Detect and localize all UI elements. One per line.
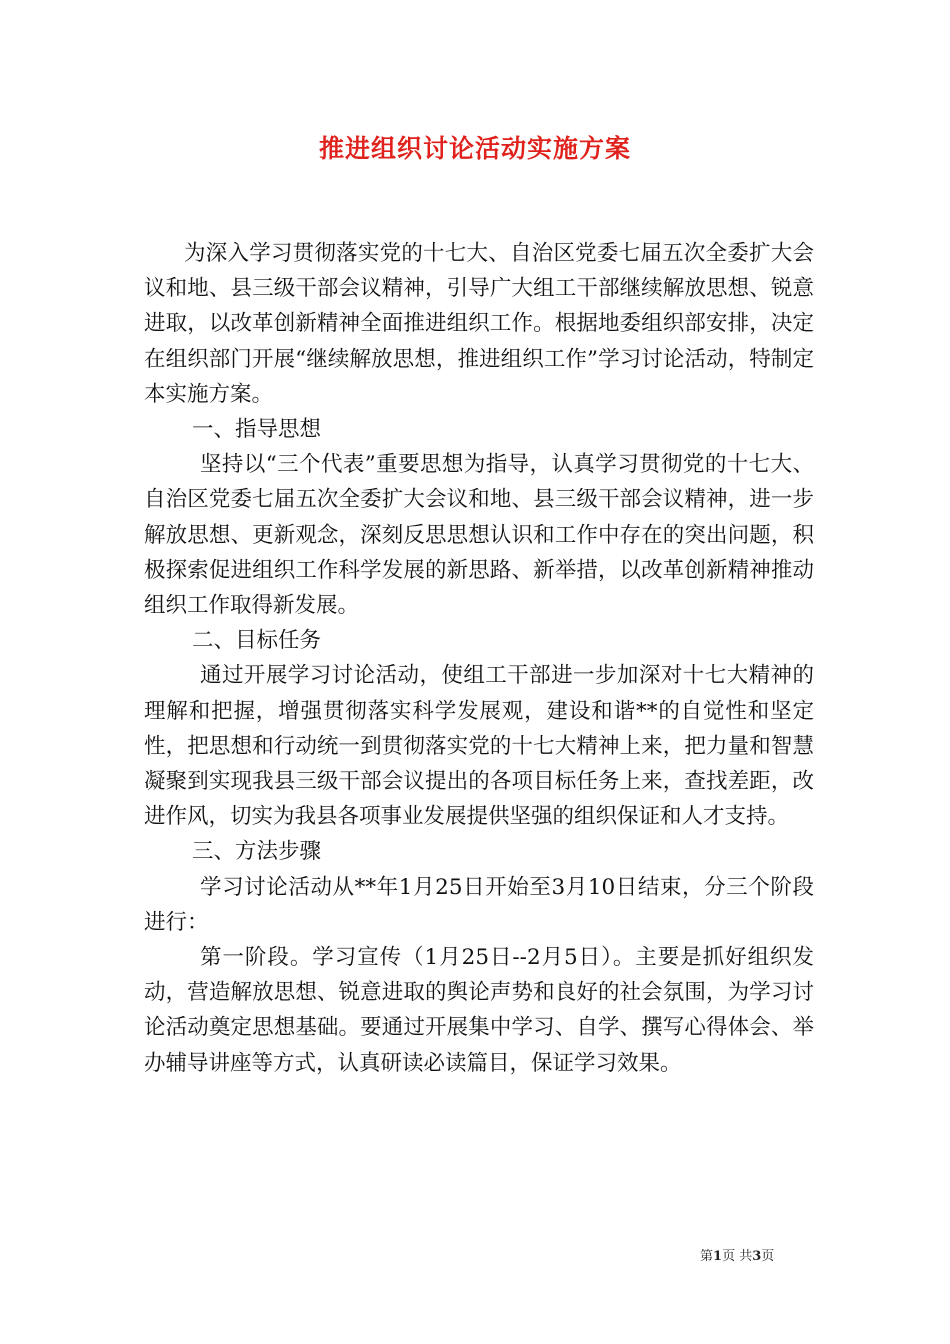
paragraph-phase-one: 第一阶段。学习宣传（1月25日--2月5日）。主要是抓好组织发动，营造解放思想、锐意进取的舆论声势和良好的社会氛围，为学习讨论活动奠定思想基础。要通过开展集中学习、自学、撰写心得体会、举办辅导讲座等方式，认真研读必读篇目，保证学习效果。 bbox=[144, 945, 814, 1076]
intro-paragraph: 为深入学习贯彻落实党的十七大、自治区党委七届五次全委扩大会议和地、县三级干部会议精神，引导广大组工干部继续解放思想、锐意进取，以改革创新精神全面推进组织工作。根据地委组织部安排，决定在组织部门开展“继续解放思想，推进组织工作”学习讨论活动，特制定本实施方案。 bbox=[144, 241, 814, 407]
footer-total-pages: 3 bbox=[752, 1249, 762, 1264]
page-footer bbox=[700, 1248, 820, 1266]
document-body bbox=[144, 236, 814, 1081]
section-heading-steps: 三、方法步骤 bbox=[192, 839, 322, 865]
paragraph-steps-intro: 学习讨论活动从**年1月25日开始至3月10日结束，分三个阶段进行： bbox=[144, 874, 814, 935]
paragraph-goals: 通过开展学习讨论活动，使组工干部进一步加深对十七大精神的理解和把握，增强贯彻落实科学发展观，建设和谐**的自觉性和坚定性，把思想和行动统一到贯彻落实党的十七大精神上来，把力量和智慧凝聚到实现我县三级干部会议提出的各项目标任务上来，查找差距，改进作风，切实为我县各项事业发展提供坚强的组织保证和人才支持。 bbox=[144, 663, 814, 830]
footer-middle: 页 共 bbox=[722, 1249, 753, 1264]
footer-current-page: 1 bbox=[713, 1249, 723, 1264]
footer-prefix: 第 bbox=[700, 1249, 714, 1264]
paragraph-guiding-ideology: 坚持以“三个代表”重要思想为指导，认真学习贯彻党的十七大、自治区党委七届五次全委扩大会议和地、县三级干部会议精神，进一步解放思想、更新观念，深刻反思思想认识和工作中存在的突出问题，积极探索促进组织工作科学发展的新思路、新举措，以改革创新精神推动组织工作取得新发展。 bbox=[144, 452, 814, 619]
section-heading-goals: 二、目标任务 bbox=[192, 628, 322, 654]
section-heading-guiding-ideology: 一、指导思想 bbox=[192, 417, 322, 443]
document-title: 推进组织讨论活动实施方案 bbox=[318, 134, 631, 163]
footer-suffix: 页 bbox=[761, 1249, 775, 1264]
